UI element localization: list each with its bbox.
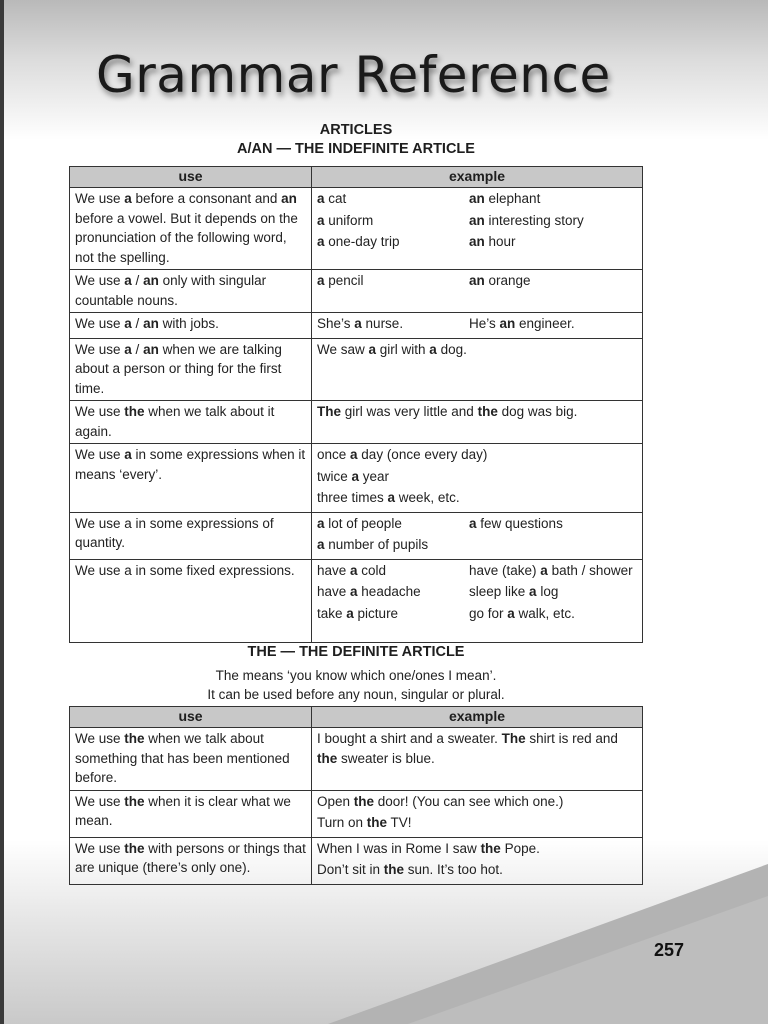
use-cell: We use the when it is clear what we mean. [70, 790, 312, 837]
example-column-left [317, 561, 469, 626]
use-cell: We use a in some fixed expressions. [70, 559, 312, 642]
example-line: an elephant [469, 191, 541, 206]
table-row [70, 270, 643, 313]
use-cell: We use a before a consonant and an before a vowel. But it depends on the pronunciation of the following word, not the spelling. [70, 188, 312, 270]
bold-article: a [124, 273, 132, 288]
example-line: once a day (once every day) [317, 447, 488, 462]
bold-article: the [124, 404, 145, 419]
example-line: have a cold [317, 562, 387, 578]
bold-article: a [317, 212, 325, 228]
bold-article: a [346, 605, 354, 621]
example-cell [312, 790, 643, 837]
bold-article: an [143, 273, 159, 288]
example-cell [312, 188, 643, 270]
use-cell: We use the when we talk about it again. [70, 401, 312, 444]
example-cell [312, 559, 643, 642]
example-cell [312, 270, 643, 313]
use-cell: We use a / an when we are talking about a person or thing for the first time. [70, 338, 312, 401]
page-number: 257 [654, 940, 685, 960]
table-row [70, 512, 643, 559]
example-line: I bought a shirt and a sweater. The shirt is red and the sweater is blue. [317, 731, 618, 766]
table-header-row [70, 707, 643, 728]
bold-article: a [529, 584, 537, 599]
example-cell [312, 313, 643, 339]
example-cell [312, 444, 643, 513]
bold-article: a [124, 447, 132, 462]
column-header-example: example [312, 167, 643, 188]
example-column-right [469, 514, 637, 557]
bold-article: the [383, 862, 405, 877]
bold-article: a [351, 468, 360, 484]
bold-article: a [317, 273, 325, 288]
use-cell: We use a in some expressions of quantity. [70, 512, 312, 559]
example-line: When I was in Rome I saw the Pope. [317, 840, 540, 856]
column-header-use: use [70, 707, 312, 728]
bold-article: a [368, 341, 377, 357]
bold-article: the [480, 840, 501, 856]
section-heading-definite: THE — THE DEFINITE ARTICLE [247, 644, 465, 660]
example-line: an orange [469, 273, 531, 288]
example-line: go for a walk, etc. [469, 605, 575, 621]
example-cell [312, 728, 643, 791]
example-line: an hour [469, 234, 516, 249]
bold-article: the [366, 815, 388, 830]
example-line: She’s a nurse. [317, 316, 404, 331]
use-cell: We use a in some expressions when it means ‘every’. [70, 444, 312, 513]
table-row [70, 444, 643, 513]
bold-article: a [124, 191, 132, 206]
table-row [70, 188, 643, 270]
bold-article: a [507, 605, 515, 621]
bold-article: a [354, 316, 362, 331]
use-cell: We use a / an only with singular countable nouns. [70, 270, 312, 313]
bold-article: a [317, 515, 325, 531]
table-row [70, 837, 643, 884]
example-line: a few questions [469, 515, 563, 531]
section-heading-indefinite: A/AN — THE INDEFINITE ARTICLE [237, 141, 475, 157]
example-line: a cat [317, 191, 347, 206]
bold-article: an [143, 341, 159, 357]
bold-article: a [350, 562, 358, 578]
definite-intro-line2: It can be used before any noun, singular or plural. [207, 687, 505, 702]
column-header-example: example [312, 707, 643, 728]
column-header-use: use [70, 167, 312, 188]
table-row [70, 338, 643, 401]
bold-article: the [124, 731, 145, 746]
use-cell: We use the with persons or things that are unique (there’s only one). [70, 837, 312, 884]
example-line: twice a year [317, 468, 390, 484]
example-line: take a picture [317, 605, 399, 621]
example-column-right [469, 561, 637, 626]
bold-article: an [499, 316, 516, 331]
example-line: a one-day trip [317, 234, 400, 249]
bold-article: a [469, 515, 477, 531]
example-line: have (take) a bath / shower [469, 562, 633, 578]
table-row [70, 401, 643, 444]
example-cell [312, 837, 643, 884]
bold-article: an [143, 316, 159, 331]
example-column-right [469, 189, 637, 254]
example-cell [312, 338, 643, 401]
bold-article: a [350, 584, 358, 599]
bold-article: a [317, 191, 325, 206]
definite-intro-line1: The means ‘you know which one/ones I mean’. [215, 668, 497, 683]
example-line: Turn on the TV! [317, 815, 412, 830]
bold-article: the [124, 793, 145, 809]
bold-article: an [469, 234, 485, 249]
example-line: sleep like a log [469, 584, 559, 599]
bold-article: a [387, 490, 396, 505]
bold-article: a [317, 537, 325, 552]
use-cell: We use a / an with jobs. [70, 313, 312, 339]
bold-article: a [124, 341, 132, 357]
bold-article: an [469, 191, 485, 206]
table-row [70, 790, 643, 837]
example-line: Open the door! (You can see which one.) [317, 793, 564, 809]
bold-article: a [317, 234, 325, 249]
example-line: a lot of people [317, 515, 402, 531]
example-column-right [469, 314, 637, 336]
example-column-left [317, 271, 469, 293]
example-column-left [317, 189, 469, 254]
example-line: a uniform [317, 212, 374, 228]
bold-article: a [124, 316, 132, 331]
page-title: Grammar Reference [96, 46, 611, 104]
bold-article: a [429, 341, 437, 357]
table-row [70, 313, 643, 339]
example-cell [312, 401, 643, 444]
example-line: have a headache [317, 584, 421, 599]
example-line: an interesting story [469, 212, 584, 228]
bold-article: a [540, 562, 548, 578]
table-header-row [70, 167, 643, 188]
bold-article: The [317, 404, 342, 419]
use-cell: We use the when we talk about something that has been mentioned before. [70, 728, 312, 791]
bold-article: an [469, 212, 485, 228]
example-line: a pencil [317, 273, 364, 288]
bold-article: an [469, 273, 485, 288]
bold-article: The [501, 731, 526, 746]
example-column-left [317, 514, 469, 557]
example-line: Don’t sit in the sun. It’s too hot. [317, 862, 503, 877]
indefinite-article-table [69, 166, 643, 643]
example-column-right [469, 271, 637, 293]
bold-article: the [124, 840, 145, 856]
page-edge [0, 0, 4, 1024]
table-row [70, 559, 643, 642]
example-column-left [317, 314, 469, 336]
example-line: The girl was very little and the dog was big. [317, 404, 578, 419]
example-line: a number of pupils [317, 537, 429, 552]
definite-article-table [69, 706, 643, 885]
section-heading-articles: ARTICLES [319, 122, 393, 138]
bold-article: the [317, 750, 338, 766]
example-line: We saw a girl with a dog. [317, 341, 467, 357]
table-row [70, 728, 643, 791]
example-line: three times a week, etc. [317, 490, 460, 505]
example-cell [312, 512, 643, 559]
bold-article: the [477, 404, 498, 419]
page-corner-decoration-inner [408, 896, 768, 1024]
bold-article: an [281, 191, 297, 206]
bold-article: the [353, 793, 375, 809]
bold-article: a [350, 447, 358, 462]
example-line: He’s an engineer. [469, 316, 575, 331]
